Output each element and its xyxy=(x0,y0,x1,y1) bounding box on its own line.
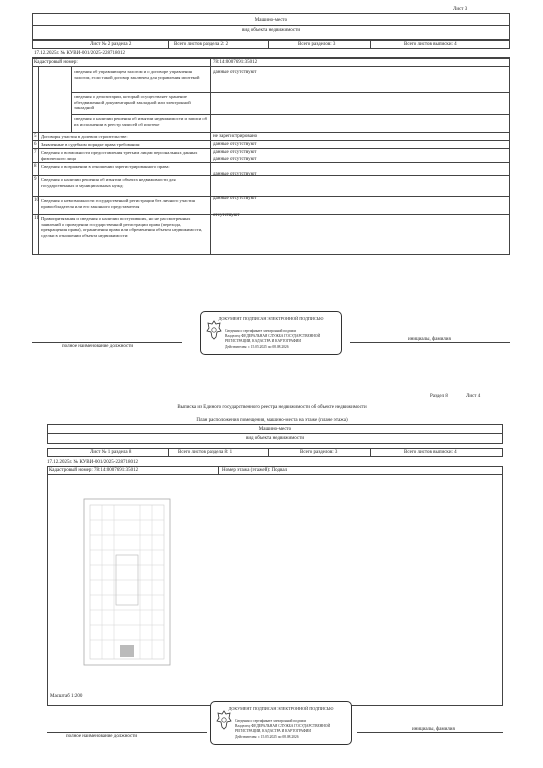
total-sections: Всего разделов: 3 xyxy=(298,42,336,47)
plan-title: План расположения помещения, машино-места на этаже (плане этажа) xyxy=(196,418,348,423)
row-11-label: Правопритязания и сведения о наличии поступивших, но не рассмотренных заявлений о проведении государственной регистрации права (перехода, прекращения права), ограничения права или обременения объекта недвижимости, сделки в отношении объекта недвижимости: xyxy=(41,216,203,238)
row-depository: сведения о депозитарии, который осуществляет хранение обездвиженной документарной закладной или электронной закладной xyxy=(74,94,191,111)
position-caption: полное наименование должности xyxy=(66,734,138,739)
row-10-number: 10 xyxy=(34,198,39,203)
initials-caption: инициалы, фамилия xyxy=(408,337,451,342)
scale-label: Масштаб 1:200 xyxy=(50,694,83,699)
object-type-caption: вид объекта недвижимости xyxy=(241,28,301,33)
row-6-number: 6 xyxy=(34,142,37,147)
stamp-line-4: Действителен: с 15.05.2025 по 08.08.2026 xyxy=(225,345,289,349)
extract-title: Выписка из Единого государственного реестра недвижимости об объекте недвижимости xyxy=(177,405,367,410)
sheet-number: Лист № 1 раздела 8 xyxy=(90,450,132,455)
total-sheets-extract: Всего листов выписки: 4 xyxy=(404,42,457,47)
row-6-label: Заявленные в судебном порядке права требования: xyxy=(41,142,141,147)
object-type-caption: вид объекта недвижимости xyxy=(245,436,305,441)
row-10-label: Сведения о невозможности государственной регистрации без личного участия правообладателя или его законного представителя xyxy=(41,198,195,209)
stamp-line-1: Сведения о сертификате электронной подписи xyxy=(225,329,297,333)
object-type: Машино-место xyxy=(258,427,292,432)
stamp-line-2: Владелец: ФЕДЕРАЛЬНАЯ СЛУЖБА ГОСУДАРСТВЕННОЙ xyxy=(235,724,331,728)
total-sheets-section: Всего листов раздела 8: 1 xyxy=(178,450,233,455)
stamp-line-1: Сведения о сертификате электронной подписи xyxy=(235,719,307,723)
section-label: Раздел 8 xyxy=(430,394,448,399)
e-signature-stamp xyxy=(200,311,342,355)
cadastral-value: 78:14:0007691:35012 xyxy=(213,60,258,65)
row-mortgage-manager-value: данные отсутствуют xyxy=(213,70,257,75)
row-5-number: 5 xyxy=(34,134,37,139)
row-5-label: Договоры участия в долевом строительстве: xyxy=(41,134,128,139)
row-10-value: данные отсутствуют xyxy=(213,196,257,201)
stamp-title: ДОКУМЕНТ ПОДПИСАН ЭЛЕКТРОННОЙ ПОДПИСЬЮ xyxy=(218,316,324,321)
row-8-label: Сведения о возражении в отношении зарегистрированного права: xyxy=(41,164,170,169)
row-9-number: 9 xyxy=(34,177,37,182)
row-7-label: Сведения о возможности предоставления третьим лицам персональных данных физического лица xyxy=(41,150,198,161)
stamp-line-2: Владелец: ФЕДЕРАЛЬНАЯ СЛУЖБА ГОСУДАРСТВЕННОЙ xyxy=(225,334,321,338)
row-mortgage-manager: сведения об управляющем залогом и о договоре управления залогом, если такой договор заключен для управления ипотекой xyxy=(74,69,200,80)
row-9-value: данные отсутствуют xyxy=(213,172,257,177)
stamp-line-3: РЕГИСТРАЦИИ, КАДАСТРА И КАРТОГРАФИИ xyxy=(225,339,301,343)
floor-number: Номер этажа (этажей): Подвал xyxy=(222,468,288,473)
stamp-title: ДОКУМЕНТ ПОДПИСАН ЭЛЕКТРОННОЙ ПОДПИСЬЮ xyxy=(228,706,334,711)
total-sheets-extract: Всего листов выписки: 4 xyxy=(404,450,457,455)
e-signature-stamp xyxy=(210,701,352,745)
row-7-value: данные отсутствуют xyxy=(213,150,257,155)
cadastral-label: Кадастровый номер: xyxy=(34,60,78,65)
row-11-value: отсутствуют xyxy=(213,213,240,218)
row-8-number: 8 xyxy=(34,164,37,169)
sheet-number: Лист № 2 раздела 2 xyxy=(90,42,132,47)
object-type: Машино-место xyxy=(254,18,288,23)
cadastral-number: Кадастровый номер: 78:14:0007691:35012 xyxy=(49,468,139,473)
floor-plan-drawing xyxy=(80,495,175,670)
total-sections: Всего разделов: 3 xyxy=(300,450,338,455)
position-caption: полное наименование должности xyxy=(62,344,134,349)
row-8-value: данные отсутствуют xyxy=(213,157,257,162)
emblem-icon xyxy=(206,320,222,340)
row-5-value: не зарегистрировано xyxy=(213,134,258,139)
row-9-label: Сведения о наличии решения об изъятии объекта недвижимости для государственных и муниципальных нужд: xyxy=(41,177,176,188)
row-11-number: 11 xyxy=(34,216,39,221)
date-reference: 17.12.2025г. № КУВИ-001/2025-228718012 xyxy=(34,51,125,56)
total-sheets-section: Всего листов раздела 2: 2 xyxy=(174,42,229,47)
stamp-line-3: РЕГИСТРАЦИИ, КАДАСТРА И КАРТОГРАФИИ xyxy=(235,729,311,733)
row-7-number: 7 xyxy=(34,150,37,155)
row-mortgage-records: сведения о наличии решения об изъятии недвижимости и записи об их исполнении в реестр записей об ипотеке xyxy=(74,116,208,127)
row-6-value: данные отсутствуют xyxy=(213,142,257,147)
emblem-icon xyxy=(216,710,232,730)
stamp-line-4: Действителен: с 15.05.2025 по 08.08.2026 xyxy=(235,735,299,739)
date-reference: 17.12.2025г. № КУВИ-001/2025-228718012 xyxy=(47,460,138,465)
sheet-label: Лист 3 xyxy=(453,7,468,12)
initials-caption: инициалы, фамилия xyxy=(412,727,455,732)
sheet-label: Лист 4 xyxy=(466,394,481,399)
